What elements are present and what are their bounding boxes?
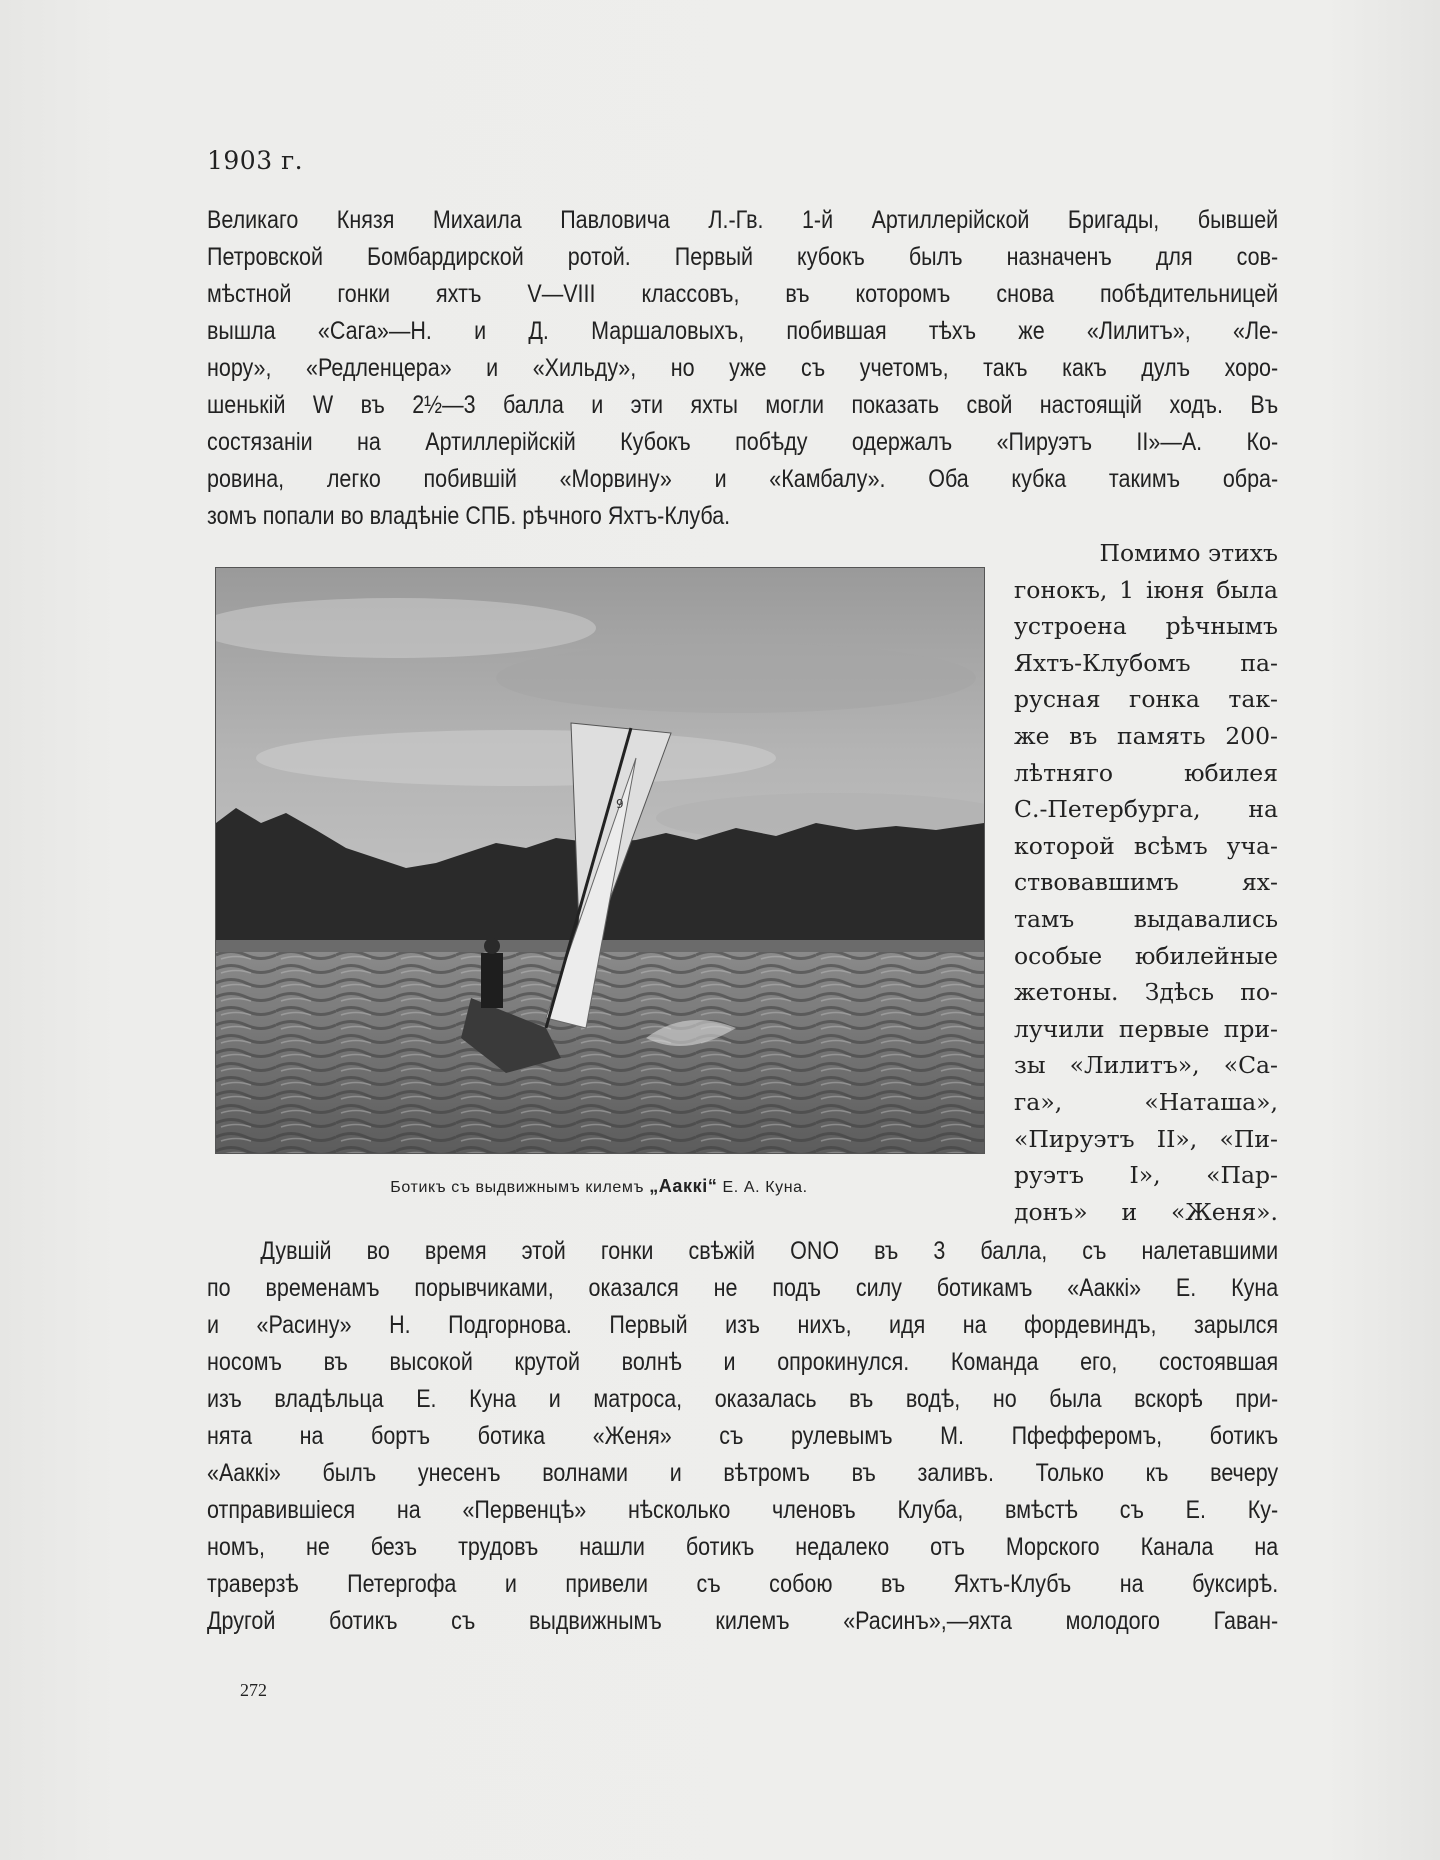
text-line: Яхтъ-Клубомъ па- — [1014, 648, 1278, 677]
sailboat-photograph — [215, 567, 985, 1154]
sailboat-photo-icon — [216, 568, 984, 1153]
text-line: «Аaккi» былъ унесенъ волнами и вѣтромъ въ заливъ. Только къ вечеру — [207, 1459, 1279, 1487]
text-line: отправившiеся на «Первенцѣ» нѣсколько членовъ Клуба, вмѣстѣ съ Е. Ку- — [207, 1496, 1279, 1524]
text-line: которой всѣмъ уча- — [1014, 831, 1278, 860]
text-line: ствовавшимъ ях- — [1014, 868, 1278, 897]
text-line: лѣтняго юбилея — [1014, 758, 1278, 787]
text-line: зы «Лилитъ», «Са- — [1014, 1051, 1278, 1080]
text-line: жетоны. Здѣсь по- — [1014, 978, 1278, 1007]
text-line: по временамъ порывчиками, оказался не подъ силу ботикамъ «Аaккi» Е. Куна — [207, 1274, 1279, 1302]
text-line: устроена рѣчнымъ — [1014, 612, 1278, 641]
text-line: Петровской Бомбардирской ротой. Первый кубокъ былъ назначенъ для сов- — [207, 243, 1279, 271]
text-line: особые юбилейные — [1014, 941, 1278, 970]
text-line: нору», «Редленцера» и «Хильду», но уже съ учетомъ, такъ какъ дулъ хоро- — [207, 354, 1279, 382]
text-line: шенькiй W въ 2½—3 балла и эти яхты могли показать свой настоящiй ходъ. Въ — [207, 391, 1279, 419]
text-line: зомъ попали во владѣнiе СПБ. рѣчного Яхтъ-Клуба. — [207, 502, 731, 530]
text-line: донъ» и «Женя». — [1014, 1197, 1278, 1226]
text-line: лучили первые при- — [1014, 1014, 1278, 1043]
sail-number: 9 — [616, 797, 624, 811]
figure-caption — [215, 1176, 983, 1197]
text-line: и «Расину» Н. Подгорнова. Первый изъ нихъ, идя на фордевиндъ, зарылся — [207, 1311, 1279, 1339]
text-line: Помимо этихъ — [1099, 539, 1278, 567]
lower-paragraph — [207, 1233, 1278, 1640]
text-line: нята на бортъ ботика «Женя» съ рулевымъ М. Пфефферомъ, ботикъ — [207, 1422, 1279, 1450]
text-line: тамъ выдавались — [1014, 904, 1278, 933]
text-line: же въ память 200- — [1014, 721, 1278, 750]
text-line: номъ, не безъ трудовъ нашли ботикъ недалеко отъ Морского Канала на — [207, 1533, 1279, 1561]
text-line: «Пируэтъ II», «Пи- — [1014, 1124, 1278, 1153]
text-line: изъ владѣльца Е. Куна и матроса, оказалась въ водѣ, но была вскорѣ при- — [207, 1385, 1279, 1413]
text-line: руэтъ I», «Пар- — [1014, 1161, 1278, 1190]
text-line: ровина, легко побившiй «Морвину» и «Камбалу». Оба кубка такимъ обра- — [207, 465, 1279, 493]
text-line: Дувшiй во время этой гонки свѣжiй ONO въ 3 балла, съ налетавшими — [260, 1237, 1279, 1265]
text-line: мѣстной гонки яхтъ V—VIII классовъ, въ которомъ снова побѣдительницей — [207, 280, 1279, 308]
text-line: Великаго Князя Михаила Павловича Л.-Гв. 1-й Артиллерiйской Бригады, бывшей — [207, 206, 1279, 234]
text-line: состязанiи на Артиллерiйскiй Кубокъ побѣду одержалъ «Пируэтъ II»—А. Ко- — [207, 428, 1279, 456]
side-paragraph — [1014, 535, 1278, 1230]
text-line: русная гонка так- — [1014, 685, 1278, 714]
caption-suffix: Е. А. Куна. — [717, 1179, 808, 1196]
text-line: га», «Наташа», — [1014, 1087, 1278, 1116]
caption-boat-name: „Аaккi“ — [649, 1176, 718, 1196]
text-line: вышла «Сага»—Н. и Д. Маршаловыхъ, побившая тѣхъ же «Лилитъ», «Ле- — [207, 317, 1279, 345]
caption-prefix: Ботикъ съ выдвижнымъ килемъ — [390, 1179, 650, 1196]
page-number: 272 — [240, 1680, 267, 1700]
top-paragraph — [207, 202, 1278, 535]
running-head-year: 1903 г. — [207, 146, 304, 175]
text-line: гонокъ, 1 iюня была — [1014, 575, 1278, 604]
text-line: траверзѣ Петергофа и привели съ собою въ Яхтъ-Клубъ на буксирѣ. — [207, 1570, 1279, 1598]
text-line: С.-Петербурга, на — [1014, 795, 1278, 824]
text-line: носомъ въ высокой крутой волнѣ и опрокинулся. Команда его, состоявшая — [207, 1348, 1279, 1376]
text-line: Другой ботикъ съ выдвижнымъ килемъ «Расинъ»,—яхта молодого Гаван- — [207, 1607, 1279, 1635]
